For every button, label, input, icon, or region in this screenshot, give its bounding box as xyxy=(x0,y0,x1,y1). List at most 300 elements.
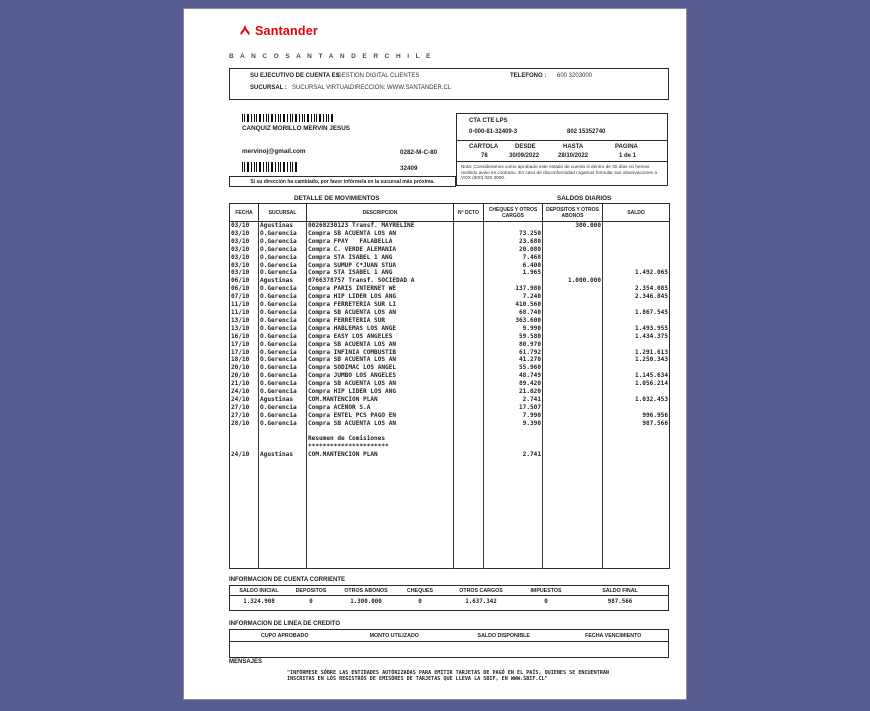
movement-cell-sucursal xyxy=(259,428,307,436)
movement-cell-saldo xyxy=(603,443,670,451)
movements-tbody xyxy=(230,222,670,569)
movement-cell-cargos: 17.507 xyxy=(484,404,543,412)
movement-row xyxy=(230,285,670,293)
movement-cell-fecha: 03/10 xyxy=(230,269,259,277)
cc-header-cell: IMPUESTOS xyxy=(530,588,562,594)
bank-statement-page xyxy=(183,8,687,700)
movement-cell-descripcion: Compra SB ACUENTA LOS AN xyxy=(307,341,454,349)
movement-cell-sucursal: O.Gerencia xyxy=(259,356,307,364)
movement-cell-abonos xyxy=(543,246,603,254)
movement-cell-abonos xyxy=(543,356,603,364)
movement-cell-ndcto xyxy=(454,341,484,349)
movement-cell-saldo: 1.032.453 xyxy=(634,395,668,403)
movement-cell-cargos: 363.600 xyxy=(484,317,543,325)
movement-cell-cargos: 9.990 xyxy=(484,325,543,333)
movement-cell-saldo: 1.056.214 xyxy=(634,380,668,388)
movement-cell-saldo xyxy=(603,428,670,436)
movement-cell-fecha: 28/10 xyxy=(230,420,259,428)
movement-cell-cargos: 23.680 xyxy=(484,238,543,246)
hasta-label: HASTA xyxy=(563,144,584,150)
cc-value-cell: 1.300.000 xyxy=(350,599,382,605)
client-code: 0282-M-C-80 xyxy=(400,149,438,156)
movement-cell-sucursal: O.Gerencia xyxy=(259,404,307,412)
movement-cell-saldo xyxy=(603,404,670,412)
account-type-section xyxy=(457,114,667,141)
movement-cell-cargos: 2.741 xyxy=(484,451,543,459)
movement-cell-sucursal: O.Gerencia xyxy=(259,349,307,357)
movement-filler-cell xyxy=(484,459,543,568)
movement-cell-saldo: 1.434.375 xyxy=(634,332,668,340)
movements-table xyxy=(229,203,670,569)
movement-cell-cargos: 55.960 xyxy=(484,364,543,372)
movement-cell-saldo: 1.250.343 xyxy=(634,356,668,364)
movement-cell-sucursal: O.Gerencia xyxy=(259,364,307,372)
movement-row xyxy=(230,356,670,364)
movement-cell-abonos xyxy=(543,364,603,372)
movement-cell-sucursal: O.Gerencia xyxy=(259,262,307,270)
movement-row xyxy=(230,412,670,420)
movement-filler-cell xyxy=(603,459,670,568)
movement-cell-cargos: 6.400 xyxy=(484,262,543,270)
movement-cell-saldo xyxy=(603,435,670,443)
header-abonos: DEPOSITOS Y OTROS ABONOS xyxy=(543,204,603,222)
movement-cell-descripcion: Compra HABLEMAS LOS ANGE xyxy=(307,325,454,333)
movement-cell-cargos xyxy=(484,428,543,436)
movement-cell-ndcto xyxy=(454,412,484,420)
account-aux-number: 802 15352740 xyxy=(567,129,606,135)
movement-cell-ndcto xyxy=(454,262,484,270)
movement-cell-descripcion: Compra SB ACUENTA LOS AN xyxy=(307,356,454,364)
cc-header-cell: OTROS ABONOS xyxy=(344,588,388,594)
cc-value-cell: 987.566 xyxy=(607,599,633,605)
movement-cell-cargos: 80.970 xyxy=(484,341,543,349)
movement-cell-descripcion: Compra STA ISABEL 1 ANG xyxy=(307,254,454,262)
movement-cell-saldo xyxy=(603,262,670,270)
movement-cell-cargos: 410.560 xyxy=(484,301,543,309)
movement-cell-fecha: 24/10 xyxy=(230,396,259,404)
movement-cell-fecha: 03/10 xyxy=(230,246,259,254)
movement-cell-fecha: 17/10 xyxy=(230,349,259,357)
santander-logo xyxy=(238,24,318,38)
branch-value: SUCURSAL VIRTUAL xyxy=(292,85,352,91)
movement-cell-fecha xyxy=(230,443,259,451)
movement-cell-ndcto xyxy=(454,301,484,309)
linea-credito-headers xyxy=(230,630,668,642)
movement-cell-sucursal xyxy=(259,435,307,443)
movement-cell-sucursal: Agustinas xyxy=(259,396,307,404)
movement-cell-saldo: 1.145.634 xyxy=(634,372,668,380)
movement-row xyxy=(230,443,670,451)
movement-cell-descripcion: Compra JUMBO LOS ANGELES xyxy=(307,372,454,380)
movement-cell-fecha: 13/10 xyxy=(230,325,259,333)
movement-cell-sucursal: Agustinas xyxy=(259,222,307,230)
movement-row xyxy=(230,277,670,285)
header-ndcto: N° DCTO xyxy=(454,204,484,222)
bank-name: B A N C O S A N T A N D E R C H I L E xyxy=(229,53,433,60)
movement-cell-fecha: 03/10 xyxy=(230,222,259,230)
movement-cell-saldo: 1.492.065 xyxy=(634,269,668,277)
movement-cell-abonos xyxy=(543,269,603,277)
movement-cell-abonos xyxy=(543,443,603,451)
movement-cell-sucursal: O.Gerencia xyxy=(259,333,307,341)
movement-cell-descripcion: Compra PARIS INTERNET WE xyxy=(307,285,454,293)
movement-cell-sucursal: O.Gerencia xyxy=(259,317,307,325)
movement-filler-row xyxy=(230,459,670,568)
movement-cell-fecha: 18/10 xyxy=(230,356,259,364)
movement-cell-cargos xyxy=(484,222,543,230)
movement-cell-fecha: 24/10 xyxy=(230,451,259,459)
movement-cell-abonos xyxy=(543,420,603,428)
movement-cell-abonos xyxy=(543,435,603,443)
movement-cell-descripcion: 0766378757 Transf. SOCIEDAD A xyxy=(307,277,454,285)
client-account-short: 32409 xyxy=(400,165,418,172)
movement-cell-saldo xyxy=(603,341,670,349)
movement-cell-descripcion: Compra SODIMAC LOS ANGEL xyxy=(307,364,454,372)
cartola-section xyxy=(457,141,667,162)
movement-row xyxy=(230,404,670,412)
header-cargos: CHEQUES Y OTROS CARGOS xyxy=(484,204,543,222)
movement-cell-descripcion: Resumen de Comisiones xyxy=(307,435,454,443)
header-saldo: SALDO xyxy=(603,204,670,222)
movement-cell-abonos xyxy=(543,349,603,357)
movement-cell-sucursal: O.Gerencia xyxy=(259,269,307,277)
client-email: mervinoj@gmail.com xyxy=(242,148,306,155)
movement-cell-fecha: 27/10 xyxy=(230,404,259,412)
movement-cell-cargos: 89.420 xyxy=(484,380,543,388)
movement-cell-ndcto xyxy=(454,380,484,388)
movement-cell-descripcion: Compra SB ACUENTA LOS AN xyxy=(307,230,454,238)
movement-row xyxy=(230,317,670,325)
movement-cell-sucursal: O.Gerencia xyxy=(259,380,307,388)
movement-cell-ndcto xyxy=(454,364,484,372)
cc-value-cell: 0 xyxy=(544,599,548,605)
movement-cell-cargos: 7.240 xyxy=(484,293,543,301)
movement-cell-abonos xyxy=(543,404,603,412)
movement-row xyxy=(230,372,670,380)
movement-cell-fecha: 06/10 xyxy=(230,277,259,285)
movement-cell-sucursal: O.Gerencia xyxy=(259,285,307,293)
cartola-number: 78 xyxy=(481,153,488,159)
phone-label: TELEFONO : xyxy=(510,73,547,79)
movement-cell-abonos: 300.000 xyxy=(543,222,603,230)
movement-cell-descripcion: Compra SB ACUENTA LOS AN xyxy=(307,309,454,317)
movement-cell-fecha: 20/10 xyxy=(230,364,259,372)
movement-cell-sucursal: O.Gerencia xyxy=(259,246,307,254)
movement-cell-ndcto xyxy=(454,428,484,436)
movement-cell-sucursal: O.Gerencia xyxy=(259,341,307,349)
movement-cell-ndcto xyxy=(454,309,484,317)
cartola-label: CARTOLA xyxy=(469,144,499,150)
movement-cell-fecha: 27/10 xyxy=(230,412,259,420)
movements-title: DETALLE DE MOVIMIENTOS xyxy=(294,195,380,202)
branch-label: SUCURSAL : xyxy=(250,85,287,91)
movement-row xyxy=(230,309,670,317)
movement-cell-saldo: 996.956 xyxy=(642,411,668,419)
movement-cell-descripcion: Compra STA ISABEL 1 ANG xyxy=(307,269,454,277)
movement-cell-saldo: 987.566 xyxy=(642,419,668,427)
movement-filler-cell xyxy=(259,459,307,568)
cuenta-corriente-box xyxy=(229,585,669,611)
pagina-value: 1 de 1 xyxy=(619,153,637,159)
movement-cell-saldo xyxy=(603,238,670,246)
movement-filler-cell xyxy=(454,459,484,568)
account-nota: Nota: Consideramos como aprobado este estado de cuenta si dentro de 30 días no hemos recibido aviso en contrario. En caso de disconformidad rogamos formular sus observaciones a VOX (600) 320 3000. xyxy=(461,164,657,181)
movement-cell-cargos: 7.990 xyxy=(484,412,543,420)
movement-cell-ndcto xyxy=(454,396,484,404)
movement-cell-ndcto xyxy=(454,325,484,333)
movement-cell-cargos xyxy=(484,277,543,285)
cc-header-cell: CHEQUES xyxy=(406,588,434,594)
cc-value-cell: 1.637.342 xyxy=(465,599,497,605)
movement-filler-cell xyxy=(230,459,259,568)
movement-cell-abonos xyxy=(543,317,603,325)
movement-cell-cargos: 61.792 xyxy=(484,349,543,357)
movement-cell-ndcto xyxy=(454,443,484,451)
cc-header-cell: SALDO INICIAL xyxy=(239,588,279,594)
movement-cell-abonos xyxy=(543,396,603,404)
movement-cell-sucursal: O.Gerencia xyxy=(259,412,307,420)
movement-cell-descripcion: COM.MANTENCION PLAN xyxy=(307,396,454,404)
movement-cell-ndcto xyxy=(454,238,484,246)
movement-cell-ndcto xyxy=(454,349,484,357)
movement-cell-cargos: 21.020 xyxy=(484,388,543,396)
movement-cell-descripcion: Compra ENTEL PCS PAGO EN xyxy=(307,412,454,420)
lc-value-cell xyxy=(559,642,669,645)
movement-cell-cargos: 73.250 xyxy=(484,230,543,238)
account-number: 0-000-81-32409-3 xyxy=(469,129,518,135)
movement-cell-cargos: 2.741 xyxy=(484,396,543,404)
movement-cell-saldo: 2.346.845 xyxy=(634,293,668,301)
cc-header-cell: DEPOSITOS xyxy=(295,588,327,594)
movement-cell-abonos xyxy=(543,293,603,301)
movement-cell-fecha: 24/10 xyxy=(230,388,259,396)
executive-value: GESTION DIGITAL CLIENTES xyxy=(337,73,420,79)
movement-row xyxy=(230,222,670,230)
movement-cell-descripcion: 00268230123 Transf. MAYRELINE xyxy=(307,222,454,230)
movement-cell-descripcion: Compra INFINIA COMBUSTIB xyxy=(307,349,454,357)
movement-cell-cargos: 41.270 xyxy=(484,356,543,364)
movement-filler-cell xyxy=(543,459,603,568)
movement-cell-abonos xyxy=(543,285,603,293)
movement-cell-sucursal: O.Gerencia xyxy=(259,388,307,396)
cc-value-cell: 1.324.908 xyxy=(243,599,275,605)
brand-wordmark: Santander xyxy=(255,24,318,38)
pagina-label: PAGINA xyxy=(615,144,638,150)
movement-row xyxy=(230,325,670,333)
movement-cell-saldo: 1.493.955 xyxy=(634,324,668,332)
movement-cell-descripcion: Compra SB ACUENTA LOS AN xyxy=(307,380,454,388)
movement-cell-fecha: 11/10 xyxy=(230,309,259,317)
movement-cell-ndcto xyxy=(454,222,484,230)
movement-cell-cargos: 48.749 xyxy=(484,372,543,380)
movement-cell-abonos xyxy=(543,380,603,388)
linea-credito-values xyxy=(230,642,668,645)
movement-cell-descripcion: Compra SUMUP C*JUAN STUA xyxy=(307,262,454,270)
movement-cell-fecha: 03/10 xyxy=(230,254,259,262)
movement-cell-saldo xyxy=(603,254,670,262)
movement-row xyxy=(230,301,670,309)
movement-cell-ndcto xyxy=(454,356,484,364)
movement-cell-abonos xyxy=(543,262,603,270)
executive-row-1 xyxy=(230,69,668,83)
movement-cell-cargos: 1.965 xyxy=(484,269,543,277)
movement-cell-ndcto xyxy=(454,372,484,380)
daily-balances-title: SALDOS DIARIOS xyxy=(557,195,612,202)
movement-cell-sucursal: O.Gerencia xyxy=(259,293,307,301)
movement-cell-ndcto xyxy=(454,333,484,341)
desde-label: DESDE xyxy=(515,144,536,150)
movement-cell-descripcion: Compra ACENOR S.A xyxy=(307,404,454,412)
movement-cell-saldo xyxy=(603,277,670,285)
movement-cell-ndcto xyxy=(454,285,484,293)
movement-cell-sucursal: O.Gerencia xyxy=(259,254,307,262)
movements-table-wrap xyxy=(229,203,669,569)
movement-cell-ndcto xyxy=(454,388,484,396)
cuenta-corriente-values xyxy=(230,596,668,605)
hasta-date: 28/10/2022 xyxy=(558,153,589,159)
movement-cell-cargos: 9.390 xyxy=(484,420,543,428)
header-descripcion: DESCRIPCION xyxy=(307,204,454,222)
movement-cell-ndcto xyxy=(454,451,484,459)
movement-cell-abonos xyxy=(543,301,603,309)
movement-cell-cargos: 59.580 xyxy=(484,333,543,341)
movement-cell-abonos xyxy=(543,238,603,246)
movement-cell-ndcto xyxy=(454,269,484,277)
movement-cell-fecha: 03/10 xyxy=(230,238,259,246)
header-fecha: FECHA xyxy=(230,204,259,222)
movement-cell-fecha: 20/10 xyxy=(230,372,259,380)
movement-cell-cargos: 7.468 xyxy=(484,254,543,262)
phone-value: 600 3203000 xyxy=(557,73,593,79)
client-name: CANQUIZ MORILLO MERVIN JESUS xyxy=(242,125,350,132)
movement-cell-abonos xyxy=(543,309,603,317)
movement-cell-descripcion: Compra EASY LOS ANGELES xyxy=(307,333,454,341)
movement-cell-descripcion: Compra C. VERDE ALEMANIA xyxy=(307,246,454,254)
movement-row xyxy=(230,246,670,254)
mensajes-title: MENSAJES xyxy=(229,659,263,665)
movement-cell-fecha: 13/10 xyxy=(230,317,259,325)
movement-cell-fecha: 03/10 xyxy=(230,262,259,270)
movement-cell-descripcion xyxy=(307,428,454,436)
movement-cell-sucursal: O.Gerencia xyxy=(259,420,307,428)
cuenta-corriente-title: INFORMACION DE CUENTA CORRIENTE xyxy=(229,577,345,583)
cc-value-cell: 0 xyxy=(418,599,422,605)
movement-cell-ndcto xyxy=(454,246,484,254)
movement-cell-descripcion: Compra FERRETERIA SUR LI xyxy=(307,301,454,309)
movement-row xyxy=(230,435,670,443)
movement-cell-cargos xyxy=(484,435,543,443)
movement-cell-saldo xyxy=(603,317,670,325)
movement-cell-fecha: 03/10 xyxy=(230,230,259,238)
movement-cell-ndcto xyxy=(454,293,484,301)
movement-row xyxy=(230,333,670,341)
movement-cell-abonos xyxy=(543,230,603,238)
account-type: CTA CTE LPS xyxy=(469,118,508,124)
movement-cell-fecha: 17/10 xyxy=(230,341,259,349)
lc-header-cell: MONTO UTILIZADO xyxy=(369,633,419,639)
movement-cell-saldo xyxy=(603,301,670,309)
movement-cell-fecha xyxy=(230,435,259,443)
movement-cell-sucursal: O.Gerencia xyxy=(259,238,307,246)
movement-cell-ndcto xyxy=(454,420,484,428)
movement-cell-descripcion: COM.MANTENCION PLAN xyxy=(307,451,454,459)
movements-header-row xyxy=(230,204,670,222)
movement-filler-cell xyxy=(307,459,454,568)
movement-cell-sucursal: O.Gerencia xyxy=(259,301,307,309)
executive-row-2 xyxy=(230,83,668,97)
movement-cell-ndcto xyxy=(454,435,484,443)
movement-cell-sucursal: O.Gerencia xyxy=(259,309,307,317)
movement-cell-cargos xyxy=(484,443,543,451)
movement-cell-abonos: 1.000.000 xyxy=(543,277,603,285)
movement-row xyxy=(230,341,670,349)
movement-cell-descripcion: ********************** xyxy=(307,443,454,451)
address-change-notice: Si su dirección ha cambiado, por favor infórmela en la sucursal más próxima. xyxy=(229,176,456,187)
movement-cell-fecha: 16/10 xyxy=(230,333,259,341)
linea-credito-title: INFORMACION DE LINEA DE CREDITO xyxy=(229,621,341,627)
movement-row xyxy=(230,293,670,301)
movement-cell-sucursal: Agustinas xyxy=(259,451,307,459)
movement-cell-saldo: 1.867.545 xyxy=(634,308,668,316)
movement-row xyxy=(230,238,670,246)
movement-cell-cargos: 68.740 xyxy=(484,309,543,317)
lc-value-cell xyxy=(449,642,559,645)
movement-row xyxy=(230,380,670,388)
movement-cell-fecha: 11/10 xyxy=(230,301,259,309)
movement-cell-descripcion: Compra HIP LIDER LOS ANG xyxy=(307,388,454,396)
movement-row xyxy=(230,349,670,357)
movement-cell-saldo: 1.291.613 xyxy=(634,348,668,356)
movement-cell-ndcto xyxy=(454,230,484,238)
lc-header-cell: CUPO APROBADO xyxy=(261,633,309,639)
cc-header-cell: OTROS CARGOS xyxy=(459,588,503,594)
movement-cell-sucursal: O.Gerencia xyxy=(259,325,307,333)
movement-cell-fecha: 21/10 xyxy=(230,380,259,388)
movement-row xyxy=(230,428,670,436)
movement-cell-saldo xyxy=(603,451,670,459)
client-barcode-top xyxy=(242,114,335,122)
mensajes-text: "INFÓRMESE SÓBRE LAS ENTIDADES AUTÓRIZADAS PARA EMITIR TARJETAS DE PAGÓ EN EL PAÍS, QUIENES SE ENCUENTRAN INSCRITAS EN LÓS REGISTRÓS DE EMISÓRES DE TARJETAS QUE LLEVA LA SBIF, EN WWW.SBIF.CL" xyxy=(287,670,610,683)
movement-cell-fecha: 07/10 xyxy=(230,293,259,301)
movement-cell-abonos xyxy=(543,412,603,420)
movement-cell-descripcion: Compra FERRETERIA SUR xyxy=(307,317,454,325)
desde-date: 30/09/2022 xyxy=(509,153,540,159)
header-sucursal: SUCURSAL xyxy=(259,204,307,222)
direction-value: DIRECCION: WWW.SANTANDER.CL xyxy=(350,85,452,91)
movement-row xyxy=(230,420,670,428)
movement-cell-cargos: 137.980 xyxy=(484,285,543,293)
lc-header-cell: SALDO DISPONIBLE xyxy=(477,633,530,639)
account-info-box xyxy=(456,113,668,186)
movement-cell-abonos xyxy=(543,451,603,459)
linea-credito-box xyxy=(229,629,669,658)
lc-value-cell xyxy=(340,642,450,645)
client-barcode-bottom xyxy=(242,162,299,172)
movement-cell-abonos xyxy=(543,341,603,349)
movement-cell-abonos xyxy=(543,428,603,436)
movement-cell-saldo xyxy=(603,230,670,238)
movement-cell-descripcion: Compra SB ACUENTA LOS AN xyxy=(307,420,454,428)
movement-cell-fecha xyxy=(230,428,259,436)
lc-value-cell xyxy=(230,642,340,645)
movement-cell-sucursal: O.Gerencia xyxy=(259,230,307,238)
movement-cell-abonos xyxy=(543,333,603,341)
movement-row xyxy=(230,364,670,372)
movement-cell-abonos xyxy=(543,325,603,333)
movement-row xyxy=(230,254,670,262)
movement-cell-saldo xyxy=(603,364,670,372)
movement-cell-cargos: 20.080 xyxy=(484,246,543,254)
